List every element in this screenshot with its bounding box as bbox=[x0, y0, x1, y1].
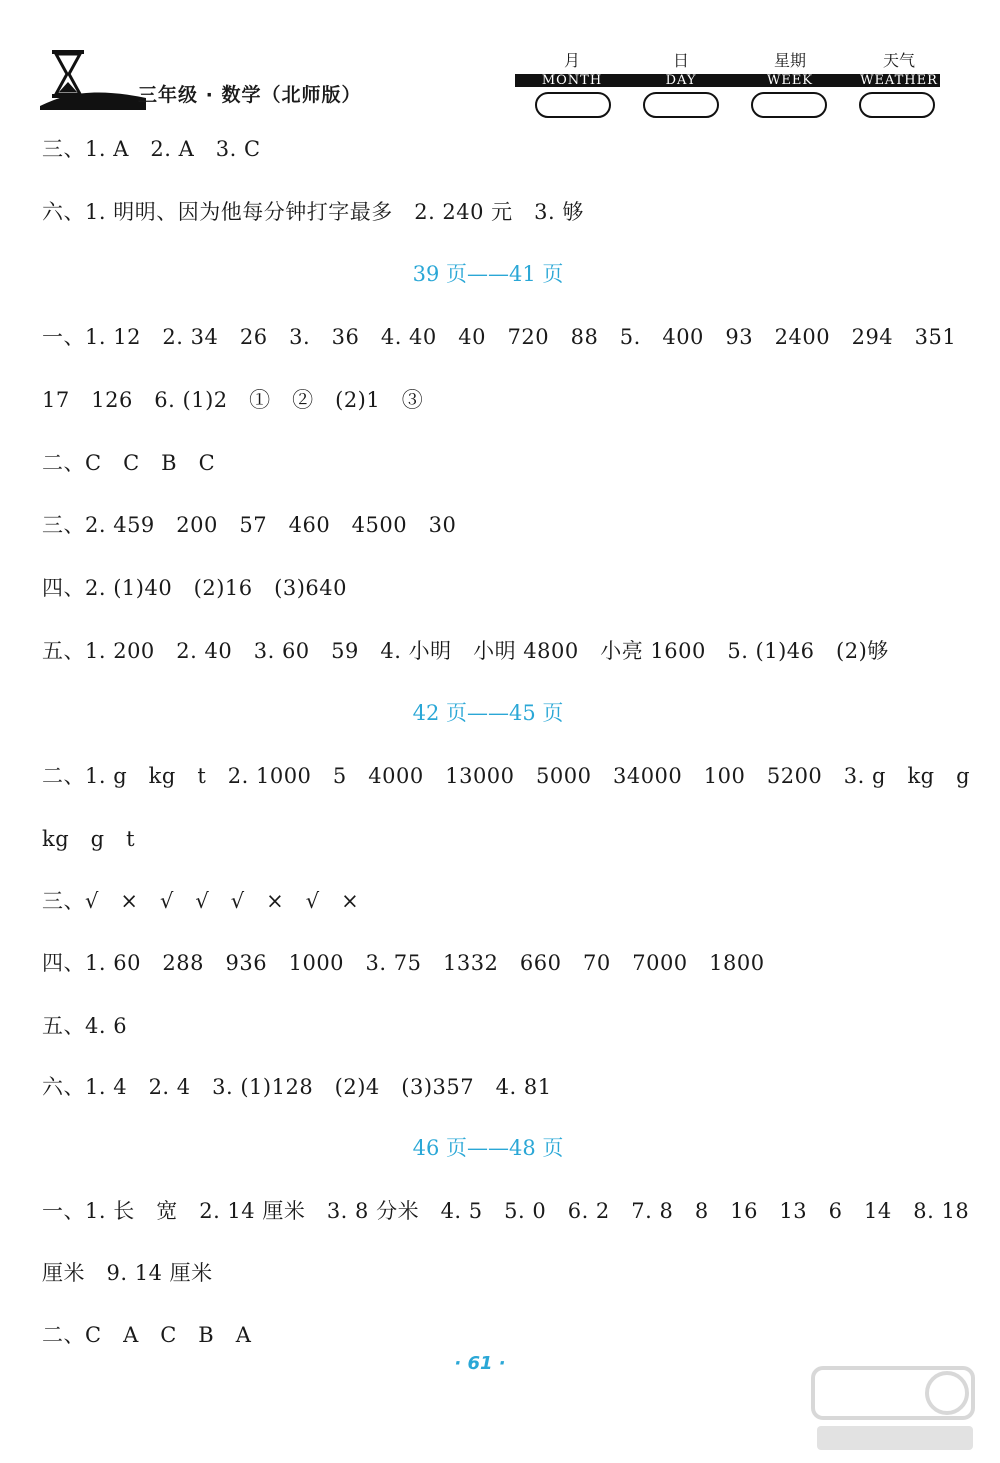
answer-line: 六、1. 4 2. 4 3. (1)128 (2)4 (3)357 4. 81 bbox=[42, 1075, 552, 1099]
answer-line: 四、2. (1)40 (2)16 (3)640 bbox=[42, 576, 347, 600]
month-sublabel: MONTH bbox=[541, 73, 603, 88]
answer-line: 17 126 6. (1)2 ① ② (2)1 ③ bbox=[42, 388, 424, 412]
answer-line: 二、1. g kg t 2. 1000 5 4000 13000 5000 34000 100 5200 3. g kg g bbox=[42, 764, 971, 788]
week-sublabel: WEEK bbox=[766, 73, 814, 88]
weather-label: 天气 bbox=[882, 51, 915, 70]
watermark-logo-icon bbox=[807, 1362, 982, 1457]
week-label: 星期 bbox=[773, 51, 806, 70]
day-sublabel: DAY bbox=[665, 73, 697, 88]
hourglass-logo-icon bbox=[38, 48, 148, 110]
answer-line: 三、√ × √ √ √ × √ × bbox=[42, 889, 360, 913]
section-title: 39 页——41 页 bbox=[412, 262, 564, 286]
page-header bbox=[0, 0, 1000, 125]
answer-line: 厘米 9. 14 厘米 bbox=[42, 1261, 213, 1285]
answer-line: 五、1. 200 2. 40 3. 60 59 4. 小明 小明 4800 小亮 1600 5. (1)46 (2)够 bbox=[42, 639, 889, 663]
answer-line: 一、1. 长 宽 2. 14 厘米 3. 8 分米 4. 5 5. 0 6. 2 7. 8 8 16 13 6 14 8. 18 bbox=[42, 1199, 970, 1223]
answer-line: 二、C C B C bbox=[42, 451, 216, 475]
section-title: 46 页——48 页 bbox=[412, 1136, 564, 1160]
weather-field[interactable] bbox=[859, 92, 935, 118]
answer-line: 一、1. 12 2. 34 26 3. 36 4. 40 40 720 88 5. 400 93 2400 294 351 bbox=[42, 325, 957, 349]
month-label: 月 bbox=[563, 51, 580, 70]
answer-line: 六、1. 明明、因为他每分钟打字最多 2. 240 元 3. 够 bbox=[42, 200, 584, 224]
day-field[interactable] bbox=[643, 92, 719, 118]
section-title: 42 页——45 页 bbox=[412, 701, 564, 725]
answer-line: 二、C A C B A bbox=[42, 1323, 252, 1347]
answer-line: 五、4. 6 bbox=[42, 1014, 128, 1038]
weather-sublabel: WEATHER bbox=[860, 73, 938, 88]
answer-line: 三、1. A 2. A 3. C bbox=[42, 137, 261, 161]
day-label: 日 bbox=[672, 51, 689, 70]
month-field[interactable] bbox=[535, 92, 611, 118]
week-field[interactable] bbox=[751, 92, 827, 118]
answer-line: kg g t bbox=[42, 827, 136, 851]
answer-line: 三、2. 459 200 57 460 4500 30 bbox=[42, 513, 457, 537]
date-weather-box bbox=[515, 48, 940, 123]
answer-line: 四、1. 60 288 936 1000 3. 75 1332 660 70 7000 1800 bbox=[42, 951, 765, 975]
book-title: 三年级 · 数学（北师版） bbox=[138, 84, 362, 106]
page-number: · 61 · bbox=[454, 1353, 506, 1374]
